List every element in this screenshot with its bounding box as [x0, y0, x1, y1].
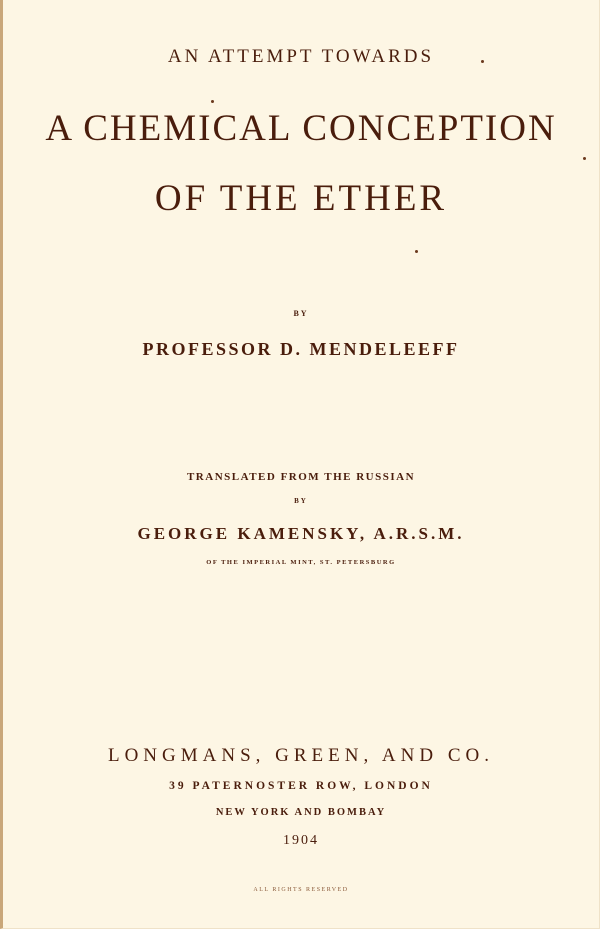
- translator-by-label: BY: [294, 497, 308, 505]
- publisher-name: LONGMANS, GREEN, AND CO.: [107, 745, 494, 766]
- rights-notice: ALL RIGHTS RESERVED: [253, 887, 349, 893]
- by-label: BY: [293, 309, 309, 318]
- publication-year: 1904: [283, 833, 319, 848]
- book-title-line-2: OF THE ETHER: [154, 178, 448, 219]
- ink-speck: [481, 60, 484, 63]
- ink-speck: [415, 250, 418, 253]
- ink-speck: [583, 157, 586, 160]
- pre-title: AN ATTEMPT TOWARDS: [167, 46, 435, 67]
- translator-name: GEORGE KAMENSKY, A.R.S.M.: [137, 524, 465, 543]
- book-title-line-1: A CHEMICAL CONCEPTION: [45, 108, 557, 149]
- translator-affiliation: OF THE IMPERIAL MINT, ST. PETERSBURG: [206, 559, 396, 566]
- author-name: PROFESSOR D. MENDELEEFF: [142, 339, 460, 359]
- publisher-cities: NEW YORK AND BOMBAY: [215, 807, 387, 818]
- translation-note: TRANSLATED FROM THE RUSSIAN: [186, 471, 416, 483]
- publisher-address: 39 PATERNOSTER ROW, LONDON: [169, 780, 433, 792]
- ink-speck: [211, 100, 214, 103]
